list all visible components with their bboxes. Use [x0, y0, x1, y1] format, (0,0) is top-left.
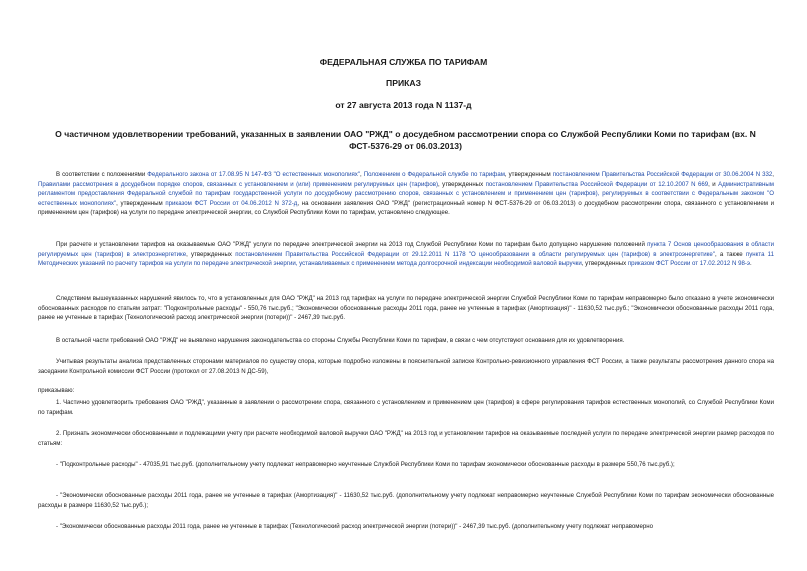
text: , утвержденным — [116, 199, 166, 207]
text: , — [772, 171, 774, 178]
document-subtitle: О частичном удовлетворении требований, указанных в заявлении ОАО "РЖД" о досудебном рассмотрении спора со Службой Республики Коми по тарифам (вх. N ФСТ-5376-29 от 06.03.2013) — [55, 129, 756, 151]
paragraph-violation — [38, 240, 774, 269]
text: , на основании заявления ОАО "РЖД" (регистрационный номер N ФСТ-5376-29 от 06.03.2013) о досудебном рассмотрении спора, связанного с установлением и применением цен (тарифов) на услуги по передаче электрической энергии, со Службой Республики Коми по тарифам, установлено следующее. — [38, 199, 775, 217]
admin-regulation-link[interactable]: Административным регламентом предоставления Федеральной службой по тарифам государственной услуги по досудебному рассмотрению споров, связанных с установлением и применением цен (тарифов), регулируемых в соответствии с Федеральным законом "О естественных монополиях" — [38, 180, 774, 207]
expense-item-losses: - "Экономически обоснованные расходы 2011 года, ранее не учтенные в тарифах (Технологический расход электрической энергии (потери))" - 2467,39 тыс.руб. (дополнительному учету подлежат неправомерно — [56, 523, 653, 530]
fst-order-98e-link[interactable]: приказом ФСТ России от 17.02.2012 N 98-э — [627, 260, 750, 268]
text: , утвержденных — [581, 260, 628, 268]
paragraph-legal-basis — [38, 170, 774, 218]
pricing-basics-link[interactable]: пункта 7 Основ ценообразования в области регулируемых цен (тарифов) в электроэнергетике — [38, 241, 774, 258]
text: , — [360, 171, 364, 178]
paragraph-order-word: приказываю: — [38, 387, 75, 394]
text: , утвержденных — [438, 180, 486, 188]
agency-heading: ФЕДЕРАЛЬНАЯ СЛУЖБА ПО ТАРИФАМ — [319, 57, 488, 67]
fst-order-372d-link[interactable]: приказом ФСТ России от 04.06.2012 N 372-д — [165, 199, 298, 207]
law-link-147fz[interactable]: Федерального закона от 17.08.95 N 147-ФЗ "О естественных монополиях" — [147, 171, 361, 178]
text: , а также — [714, 250, 746, 258]
paragraph-considering: Учитывая результаты анализа представленных сторонами материалов по существу спора, которые подробно изложены в пояснительной записке Контрольно-ревизионного управления ФСТ России, а также результаты рассмотрения данного спора на заседании Контрольной комиссии ФСТ России (протокол от 27.08.2013 N ДС-59), — [38, 358, 774, 375]
order-item-2: 2. Признать экономически обоснованными и подлежащими учету при расчете необходимой валовой выручки ОАО "РЖД" на 2013 год и установлении тарифов на оказываемые последней услуги по передаче электрической энергии размер расходов по статьям: — [38, 430, 774, 447]
date-number-heading: от 27 августа 2013 года N 1137-д — [335, 100, 472, 110]
text: , утвержденных — [186, 250, 236, 258]
methodical-guidelines-link[interactable]: пункта 11 Методических указаний по расчету тарифов на услуги по передаче электрической энергии, устанавливаемых с применением метода долгосрочной индексации необходимой валовой выручки — [38, 250, 775, 268]
text: . — [750, 260, 752, 268]
text: , и — [708, 180, 719, 188]
gov-decree-332-link[interactable]: постановлением Правительства Российской Федерации от 30.06.2004 N 332 — [552, 171, 773, 178]
expense-item-amortization: - "Экономически обоснованные расходы 2011 года, ранее не учтенные в тарифах (Амортизация)" - 11630,52 тыс.руб. (дополнительному учету подлежат неправомерно неучтенные Службой Республики Коми по тарифам экономически обоснованные расходы в размере 11630,52 тыс.руб.); — [38, 492, 774, 509]
paragraph-remaining-claims: В остальной части требований ОАО "РЖД" не выявлено нарушения законодательства со стороны Службы Республики Коми по тарифам, в связи с чем отсутствуют основания для их удовлетворения. — [56, 337, 625, 344]
gov-decree-1178-link[interactable]: постановлением Правительства Российской Федерации от 29.12.2011 N 1178 "О ценообразовании в области регулируемых цен (тарифов) в электроэнергетике" — [235, 250, 715, 258]
gov-decree-669-link[interactable]: постановлением Правительства Российской Федерации от 12.10.2007 N 669 — [485, 180, 709, 188]
expense-item-controlled: - "Подконтрольные расходы" - 47035,91 тыс.руб. (дополнительному учету подлежат неправомерно неучтенные Службой Республики Коми по тарифам экономически обоснованные расходы в размере 550,76 тыс.руб.); — [56, 461, 675, 468]
doc-type-heading: ПРИКАЗ — [386, 78, 421, 88]
paragraph-consequence: Следствием вышеуказанных нарушений явилось то, что в установленных для ОАО "РЖД" на 2013 год тарифах на услуги по передаче электрической энергии Службой Республики Коми по тарифам неправомерно было отказано в учете экономически обоснованных расходов по статьям затрат: "Подконтрольные расходы" - 550,76 тыс.руб.; "Экономически обоснованные расходы 2011 года, ранее не учтенные в тарифах (Амортизация)" - 11630,52 тыс.руб.; "Экономически обоснованные расходы 2011 года, ранее не учтенные в тарифах (Технологический расход электрической энергии (потери))" - 2467,39 тыс.руб. — [38, 295, 774, 322]
dispute-rules-link[interactable]: Правилами рассмотрения в досудебном порядке споров, связанных с установлением и (или) применением регулируемых цен (тарифов) — [38, 180, 439, 188]
order-item-1: 1. Частично удовлетворить требования ОАО "РЖД", указанные в заявлении о рассмотрении спора, связанного с установлением и применением цен (тарифов) в сфере регулирования тарифов естественных монополий, со Службой Республики Коми по тарифам. — [38, 399, 774, 416]
fst-regulation-link[interactable]: Положением о Федеральной службе по тарифам — [363, 171, 505, 178]
text: В соответствии с положениями — [56, 171, 148, 178]
text: При расчете и установлении тарифов на оказываемые ОАО "РЖД" услуги по передаче электрической энергии на 2013 год Службой Республики Коми по тарифам было допущено нарушение положений — [56, 241, 648, 248]
text: , утвержденным — [504, 171, 553, 178]
